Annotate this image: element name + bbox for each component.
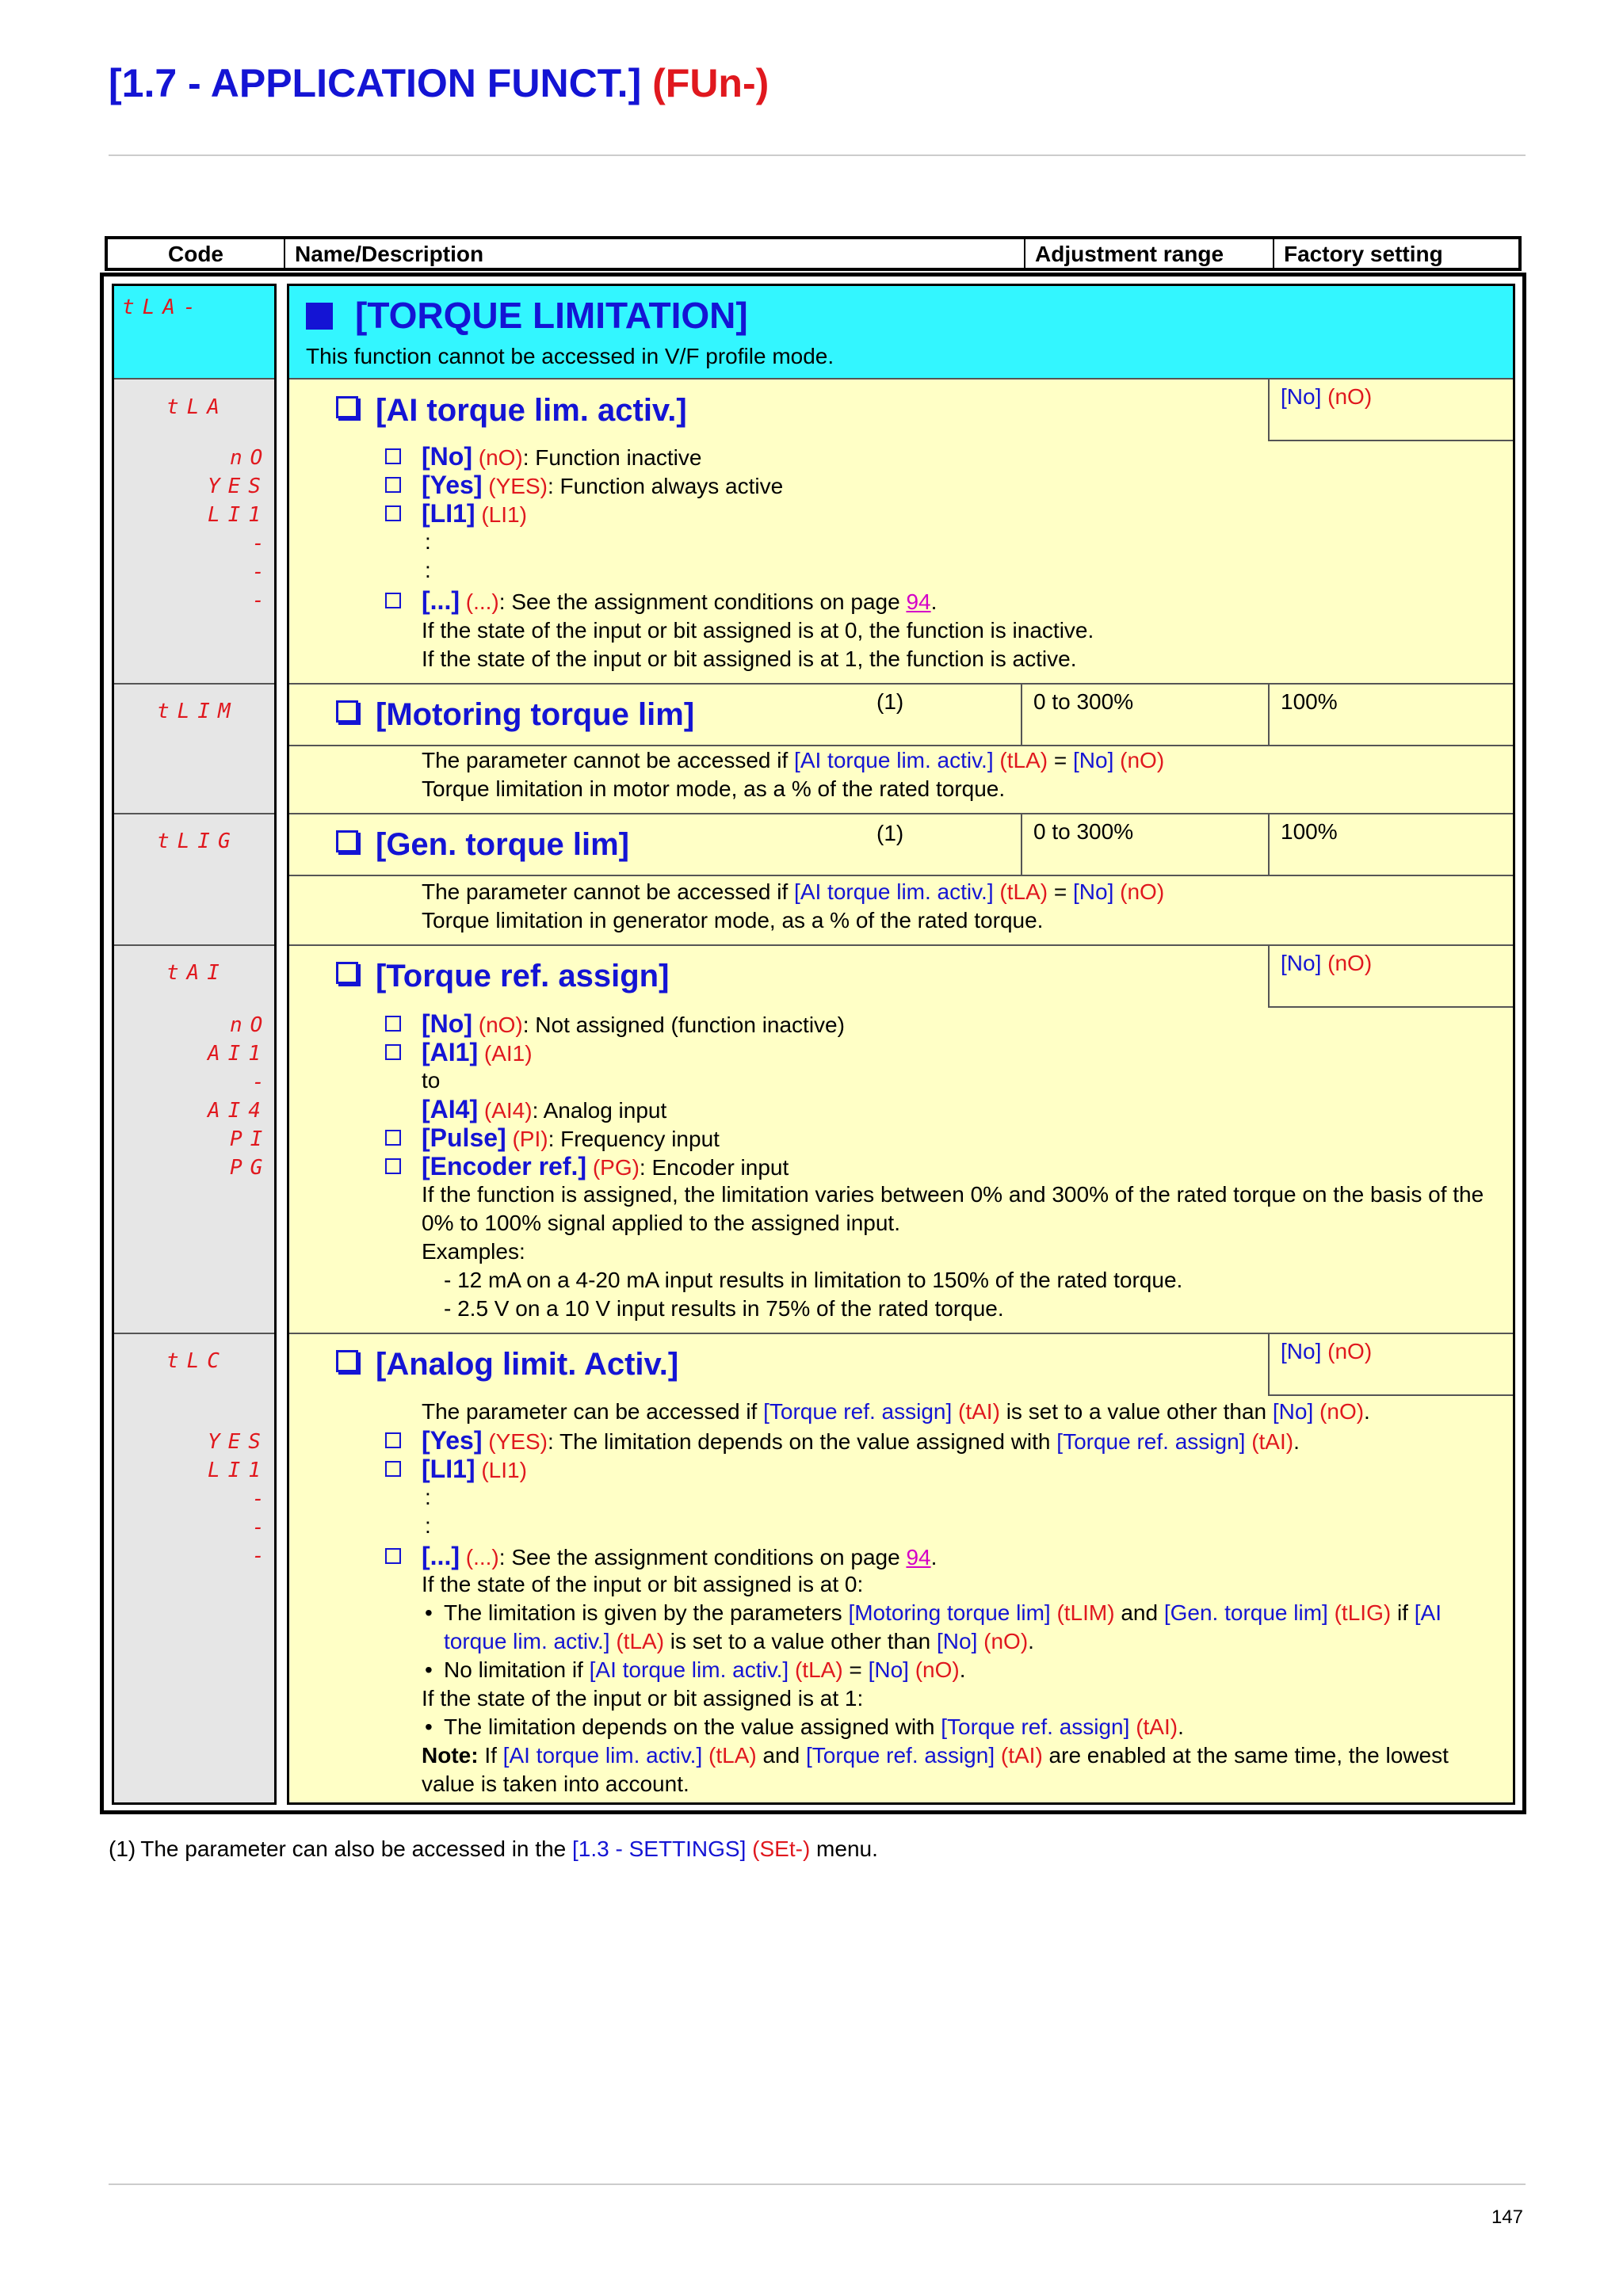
empty-square-icon — [385, 1432, 401, 1448]
code-opt-li1: LI1 — [208, 1459, 269, 1482]
title-main: [1.7 - APPLICATION FUNCT.] — [109, 61, 642, 105]
bullet-icon: • — [425, 1600, 433, 1625]
tlc-intro: The parameter can be accessed if [Torque ref. assign] (tAI) is set to a value other than [No] (nO). — [422, 1399, 1370, 1424]
page-number: 147 — [1491, 2206, 1523, 2228]
code-opt-ai1: AI1 — [208, 1042, 269, 1066]
tlig-desc: The parameter cannot be accessed if [AI torque lim. activ.] (tLA) = [No] (nO) — [422, 879, 1165, 904]
empty-square-icon — [385, 505, 401, 521]
empty-square-icon — [385, 1461, 401, 1477]
header-code: Code — [108, 239, 285, 268]
title-code: (FUn-) — [652, 61, 769, 105]
section-code: tLA- — [122, 296, 204, 319]
footnote: (1) The parameter can also be accessed in the [1.3 - SETTINGS] (SEt-) menu. — [109, 1836, 878, 1861]
option-ai1: [AI1] (AI1) — [385, 1038, 533, 1068]
tlim-desc: The parameter cannot be accessed if [AI torque lim. activ.] (tLA) = [No] (nO) — [422, 748, 1165, 772]
checkbox-icon — [336, 1350, 358, 1372]
param-code-tlig: tLIG — [157, 830, 239, 853]
row-divider — [114, 944, 274, 946]
empty-square-icon — [385, 448, 401, 464]
code-opt-pg: PG — [230, 1156, 271, 1180]
param-title-tlc: [Analog limit. Activ.] — [336, 1344, 678, 1385]
row-divider — [114, 378, 274, 379]
tlc-bullet-1: The limitation is given by the parameters [Motoring torque lim] (tLIM) and [Gen. torque lim] (tLIG) if [AI torque lim. activ.] (tLA) is set to a value other than [No] (nO). — [444, 1600, 1442, 1653]
code-opt-no: nO — [230, 1013, 271, 1037]
code-opt-no: nO — [230, 446, 271, 470]
tlc-state-1: If the state of the input or bit assigned is at 1: — [422, 1686, 864, 1711]
tlc-note: Note: If [AI torque lim. activ.] (tLA) and [Torque ref. assign] (tAI) are enabled at the same time, the lowest value is taken into account. — [422, 1743, 1449, 1796]
param-title-tai: [Torque ref. assign] — [336, 955, 669, 997]
option-li1: [LI1] (LI1) — [385, 499, 527, 529]
code-opt-yes: YES — [208, 475, 269, 498]
code-opt-ai4: AI4 — [208, 1099, 269, 1123]
factory-tlim: 100% — [1268, 685, 1513, 746]
tai-example-2: - 2.5 V on a 10 V input results in 75% of the rated torque. — [444, 1296, 1004, 1321]
checkbox-icon — [336, 830, 358, 852]
empty-square-icon — [385, 1130, 401, 1146]
table-header — [105, 236, 1522, 271]
code-dash: - — [252, 1070, 273, 1094]
param-title-tla: [AI torque lim. activ.] — [336, 390, 687, 431]
checkbox-icon — [336, 396, 358, 418]
param-code-tla: tLA — [166, 395, 227, 419]
code-dash: - — [252, 589, 273, 612]
param-code-tai: tAI — [166, 961, 227, 985]
empty-square-icon — [385, 477, 401, 493]
bullet-icon: • — [425, 1714, 433, 1739]
page-link[interactable]: 94 — [906, 589, 931, 614]
continuation-colon: : — [425, 529, 431, 554]
option-no: [No] (nO): Not assigned (function inactive) — [385, 1009, 845, 1039]
option-yes: [Yes] (YES): The limitation depends on the value assigned with [Torque ref. assign] (tAI). — [385, 1426, 1300, 1456]
option-no: [No] (nO): Function inactive — [385, 442, 701, 472]
header-range: Adjustment range — [1025, 239, 1274, 268]
tai-example-1: - 12 mA on a 4-20 mA input results in limitation to 150% of the rated torque. — [444, 1268, 1183, 1292]
section-title: [TORQUE LIMITATION] — [306, 293, 748, 338]
bullet-icon: • — [425, 1657, 433, 1682]
code-dash: - — [252, 1516, 273, 1539]
header-factory: Factory setting — [1284, 242, 1443, 266]
row-divider — [114, 1333, 274, 1334]
tlc-bullet-3: The limitation depends on the value assigned with [Torque ref. assign] (tAI). — [444, 1714, 1184, 1739]
code-opt-yes: YES — [208, 1430, 269, 1454]
header-name: Name/Description — [285, 239, 1025, 268]
page-title — [109, 55, 769, 111]
option-pulse: [Pulse] (PI): Frequency input — [385, 1123, 720, 1154]
tai-examples: Examples: — [422, 1239, 525, 1264]
checkbox-icon — [336, 962, 358, 984]
factory-tlig: 100% — [1268, 814, 1513, 876]
tlim-desc-2: Torque limitation in motor mode, as a % of the rated torque. — [422, 776, 1006, 801]
code-dash: - — [252, 1544, 273, 1568]
row-divider — [289, 875, 1022, 876]
bottom-divider — [109, 2183, 1526, 2185]
row-divider — [114, 683, 274, 685]
option-encoder: [Encoder ref.] (PG): Encoder input — [385, 1152, 789, 1182]
code-dash: - — [252, 560, 273, 584]
empty-square-icon — [385, 593, 401, 608]
param-code-tlim: tLIM — [157, 700, 239, 723]
tlc-state-0: If the state of the input or bit assigned is at 0: — [422, 1572, 864, 1596]
empty-square-icon — [385, 1044, 401, 1060]
state-1-text: If the state of the input or bit assigned is at 1, the function is active. — [422, 646, 1077, 671]
empty-square-icon — [385, 1548, 401, 1564]
code-opt-li1: LI1 — [208, 503, 269, 527]
option-li1: [LI1] (LI1) — [385, 1455, 527, 1485]
filled-square-icon — [306, 303, 333, 330]
continuation-colon: : — [425, 558, 431, 582]
continuation-colon: : — [425, 1485, 431, 1509]
param-code-tlc: tLC — [166, 1349, 227, 1373]
continuation-colon: : — [425, 1513, 431, 1538]
tlc-bullet-2: No limitation if [AI torque lim. activ.] (tLA) = [No] (nO). — [444, 1657, 966, 1682]
range-tlig: 0 to 300% — [1021, 814, 1270, 876]
option-more: [...] (...): See the assignment conditions on page 94. — [385, 586, 937, 616]
page-link[interactable]: 94 — [906, 1545, 931, 1569]
factory-tlc: [No] (nO) — [1268, 1334, 1513, 1396]
param-title-tlig: [Gen. torque lim] — [336, 824, 629, 865]
code-dash: - — [252, 1487, 273, 1511]
checkbox-icon — [336, 700, 358, 723]
code-opt-pi: PI — [230, 1127, 271, 1151]
empty-square-icon — [385, 1016, 401, 1032]
code-dash: - — [252, 532, 273, 555]
param-title-tlim: [Motoring torque lim] — [336, 694, 694, 735]
option-more: [...] (...): See the assignment conditions on page 94. — [385, 1542, 937, 1572]
option-yes: [Yes] (YES): Function always active — [385, 471, 783, 501]
factory-tla: [No] (nO) — [1268, 379, 1513, 441]
row-divider — [114, 813, 274, 814]
tlig-desc-2: Torque limitation in generator mode, as a % of the rated torque. — [422, 908, 1044, 933]
range-to: to — [422, 1068, 441, 1093]
section-description: This function cannot be accessed in V/F profile mode. — [306, 344, 834, 368]
state-0-text: If the state of the input or bit assigned is at 0, the function is inactive. — [422, 618, 1094, 643]
note-ref: (1) — [876, 821, 904, 845]
range-tlim: 0 to 300% — [1021, 685, 1270, 746]
tai-paragraph: If the function is assigned, the limitation varies between 0% and 300% of the rated torque on the basis of the 0% to 100% signal applied to the assigned input. — [422, 1182, 1484, 1235]
factory-tai: [No] (nO) — [1268, 946, 1513, 1008]
option-ai4: [AI4] (AI4): Analog input — [422, 1095, 667, 1123]
note-ref: (1) — [876, 689, 904, 714]
top-divider — [109, 154, 1526, 156]
empty-square-icon — [385, 1158, 401, 1174]
